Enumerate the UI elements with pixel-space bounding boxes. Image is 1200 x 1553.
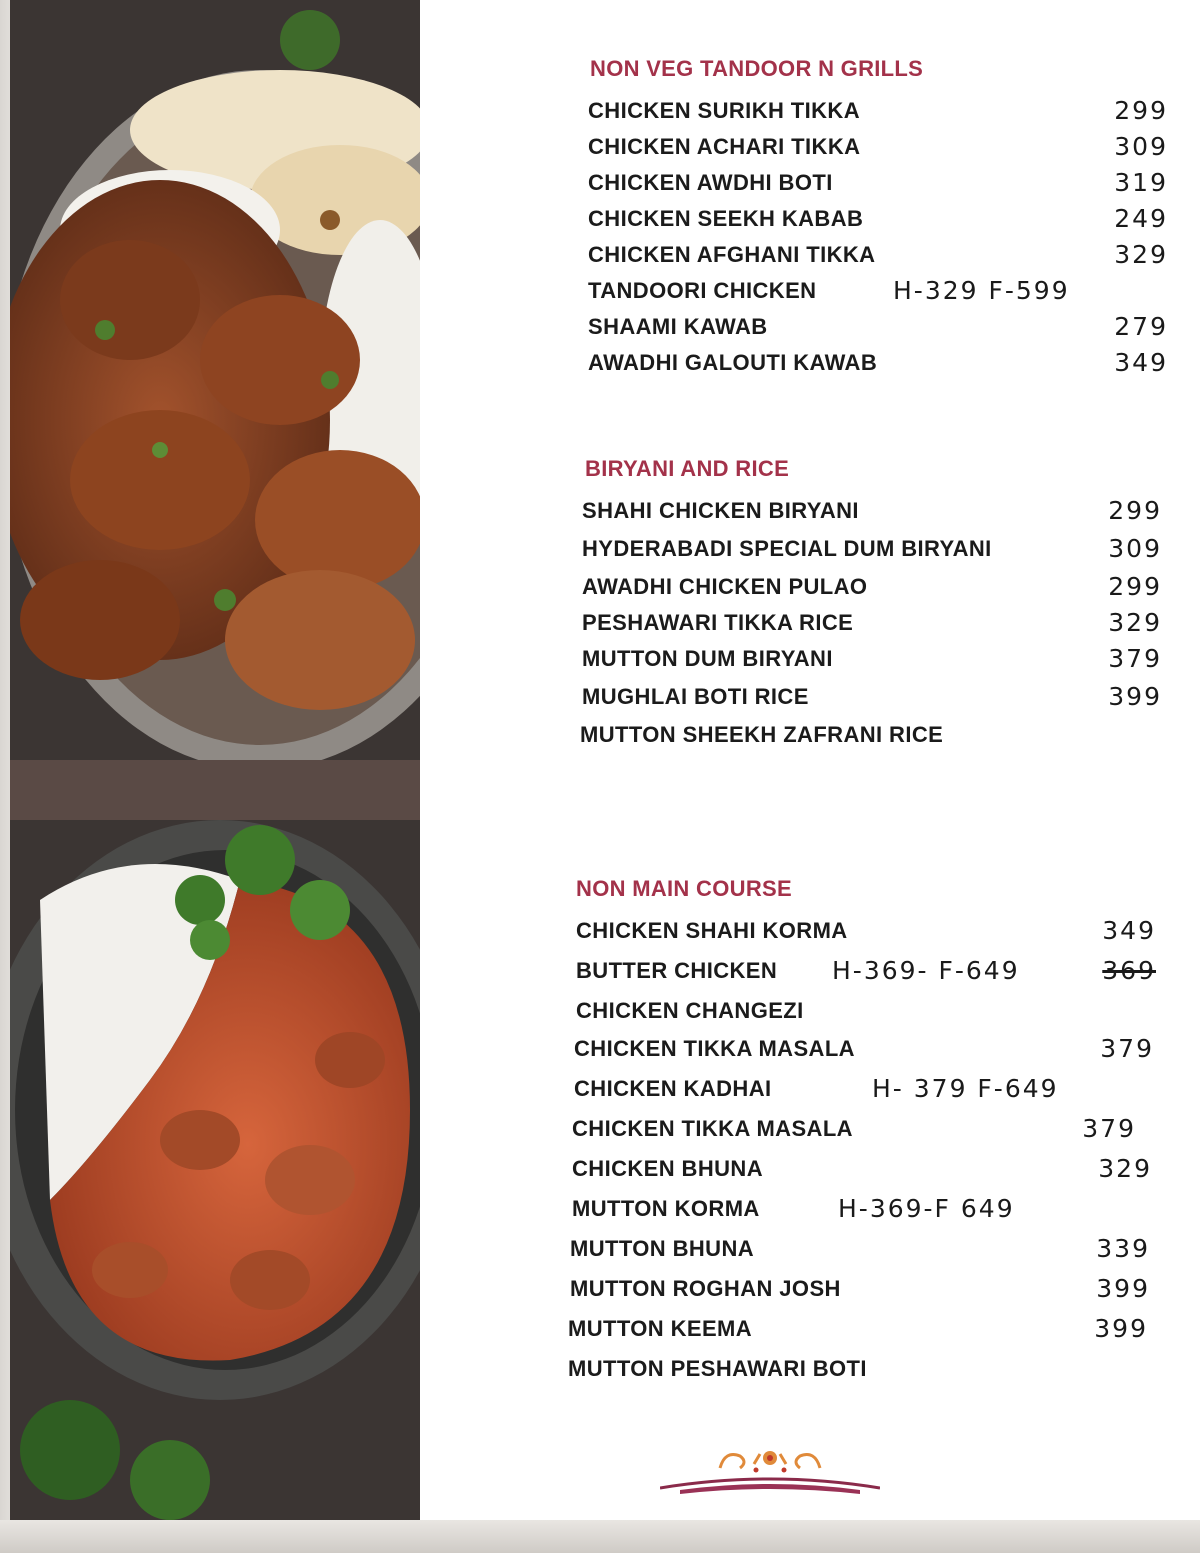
item-name: MUTTON KORMA bbox=[572, 1196, 760, 1221]
menu-item bbox=[572, 1114, 1162, 1152]
menu-item bbox=[588, 276, 1178, 314]
item-price-note: H-369-F 649 bbox=[838, 1194, 1015, 1223]
item-price: 379 bbox=[1108, 644, 1162, 673]
ornament-divider bbox=[660, 1440, 880, 1500]
item-name: SHAAMI KAWAB bbox=[588, 314, 768, 339]
menu-item bbox=[572, 1194, 1162, 1232]
section-title: BIRYANI AND RICE bbox=[585, 456, 790, 481]
item-price-note: H- 379 F-649 bbox=[872, 1074, 1059, 1103]
item-name: CHICKEN SHAHI KORMA bbox=[576, 918, 848, 943]
item-name: MUGHLAI BOTI RICE bbox=[582, 684, 809, 709]
item-price: 349 bbox=[1114, 348, 1168, 377]
item-price: 399 bbox=[1094, 1314, 1148, 1343]
item-name: CHICKEN KADHAI bbox=[574, 1076, 772, 1101]
item-name: TANDOORI CHICKEN bbox=[588, 278, 817, 303]
item-price: 379 bbox=[1082, 1114, 1136, 1143]
item-name: CHICKEN ACHARI TIKKA bbox=[588, 134, 861, 159]
menu-item bbox=[576, 956, 1166, 994]
menu-item bbox=[568, 1354, 1158, 1392]
item-name: CHICKEN TIKKA MASALA bbox=[572, 1116, 853, 1141]
food-photo-panel bbox=[10, 0, 420, 1520]
menu-item bbox=[570, 1234, 1160, 1272]
item-price-note: H-369- F-649 bbox=[832, 956, 1020, 985]
menu-item bbox=[574, 1034, 1164, 1072]
menu-item bbox=[588, 348, 1178, 386]
menu-item bbox=[570, 1274, 1160, 1312]
item-price-note: H-329 F-599 bbox=[893, 276, 1070, 305]
item-price: 279 bbox=[1114, 312, 1168, 341]
menu-item bbox=[572, 1154, 1162, 1192]
menu-item bbox=[574, 1074, 1164, 1112]
item-price: 299 bbox=[1108, 496, 1162, 525]
item-name: CHICKEN SEEKH KABAB bbox=[588, 206, 864, 231]
menu-item bbox=[588, 168, 1178, 206]
item-price: 329 bbox=[1098, 1154, 1152, 1183]
menu-item bbox=[576, 916, 1166, 954]
item-name: SHAHI CHICKEN BIRYANI bbox=[582, 498, 859, 523]
item-price: 249 bbox=[1114, 204, 1168, 233]
menu-item bbox=[588, 312, 1178, 350]
menu-item bbox=[582, 608, 1172, 646]
item-name: CHICKEN AWDHI BOTI bbox=[588, 170, 833, 195]
item-name: BUTTER CHICKEN bbox=[576, 958, 778, 983]
section-title: NON MAIN COURSE bbox=[576, 876, 792, 901]
menu-item bbox=[580, 720, 1170, 758]
menu-item bbox=[568, 1314, 1158, 1352]
item-price: 309 bbox=[1114, 132, 1168, 161]
section-title: NON VEG TANDOOR N GRILLS bbox=[590, 56, 924, 81]
page-bottom-edge bbox=[0, 1520, 1200, 1553]
item-name: CHICKEN AFGHANI TIKKA bbox=[588, 242, 876, 267]
item-name: HYDERABADI SPECIAL DUM BIRYANI bbox=[582, 536, 992, 561]
item-name: MUTTON BHUNA bbox=[570, 1236, 755, 1261]
menu-item bbox=[588, 96, 1178, 134]
item-price: 299 bbox=[1108, 572, 1162, 601]
menu-item bbox=[582, 534, 1172, 572]
item-name: AWADHI GALOUTI KAWAB bbox=[588, 350, 878, 375]
item-price: 319 bbox=[1114, 168, 1168, 197]
item-name: CHICKEN BHUNA bbox=[572, 1156, 763, 1181]
item-name: CHICKEN SURIKH TIKKA bbox=[588, 98, 860, 123]
item-price: 309 bbox=[1108, 534, 1162, 563]
item-name: MUTTON PESHAWARI BOTI bbox=[568, 1356, 867, 1381]
menu-item bbox=[588, 132, 1178, 170]
item-price: 329 bbox=[1114, 240, 1168, 269]
item-price: 399 bbox=[1108, 682, 1162, 711]
item-name: MUTTON DUM BIRYANI bbox=[582, 646, 833, 671]
item-name: MUTTON KEEMA bbox=[568, 1316, 753, 1341]
item-price: 379 bbox=[1100, 1034, 1154, 1063]
item-price: 329 bbox=[1108, 608, 1162, 637]
menu-item bbox=[582, 572, 1172, 610]
menu-item bbox=[582, 682, 1172, 720]
item-name: CHICKEN CHANGEZI bbox=[576, 998, 804, 1023]
menu-item bbox=[576, 996, 1166, 1034]
item-name: MUTTON ROGHAN JOSH bbox=[570, 1276, 841, 1301]
menu-item bbox=[582, 644, 1172, 682]
item-price: 339 bbox=[1096, 1234, 1150, 1263]
item-price-struck: 369 bbox=[1102, 956, 1156, 985]
item-name: MUTTON SHEEKH ZAFRANI RICE bbox=[580, 722, 944, 747]
item-name: PESHAWARI TIKKA RICE bbox=[582, 610, 854, 635]
item-price: 299 bbox=[1114, 96, 1168, 125]
item-price: 399 bbox=[1096, 1274, 1150, 1303]
item-name: AWADHI CHICKEN PULAO bbox=[582, 574, 868, 599]
item-price: 349 bbox=[1102, 916, 1156, 945]
menu-item bbox=[588, 204, 1178, 242]
item-name: CHICKEN TIKKA MASALA bbox=[574, 1036, 855, 1061]
menu-item bbox=[588, 240, 1178, 278]
menu-item bbox=[582, 496, 1172, 534]
food-photo bbox=[10, 0, 420, 1520]
